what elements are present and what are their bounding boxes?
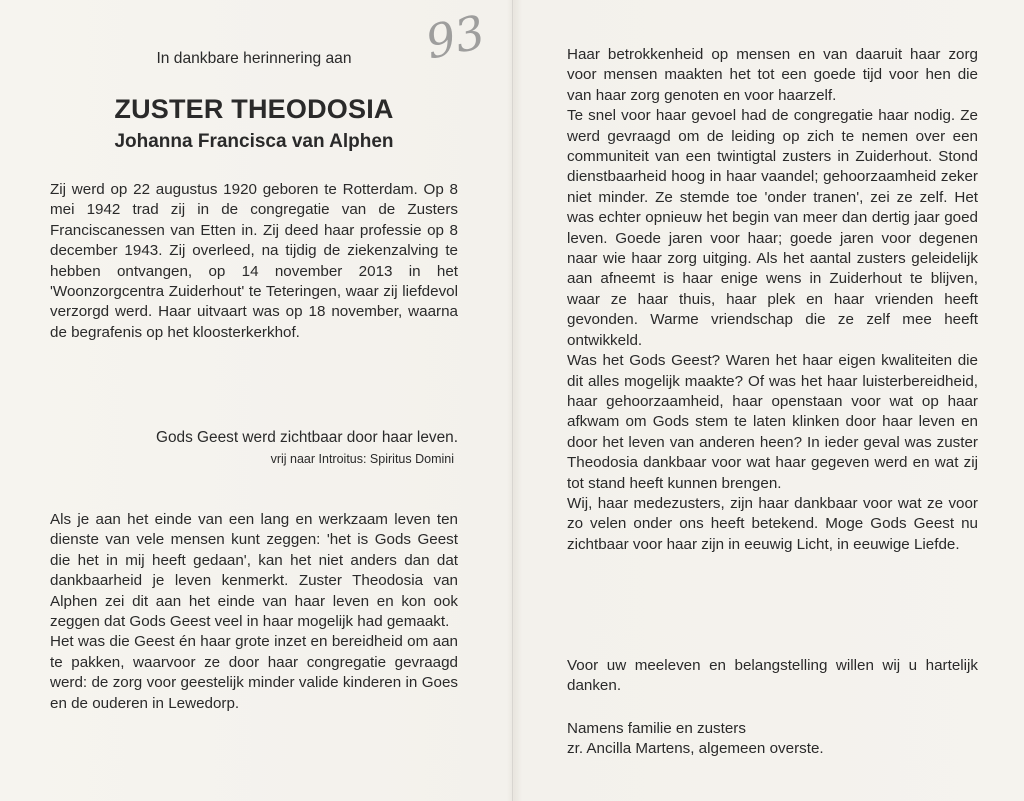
right-body	[567, 45, 978, 555]
paragraph: Was het Gods Geest? Waren het haar eigen kwaliteiten die dit alles mogelijk maakte? Of was het haar luisterbereidheid, haar gehoorzaamheid, haar openstaan voor wat op haar afkwam om Gods stem te laten klinken door haar leven en door het leven van anderen heen? In ieder geval was zuster Theodosia dankbaar voor wat haar gegeven werd en wat zij tot stand heeft kunnen brengen.	[567, 352, 978, 492]
paragraph: Als je aan het einde van een lang en werkzaam leven ten dienste van vele mensen kunt zeggen: 'het is Gods Geest die het in mij heeft gedaan', kan het niet anders dan dat dankbaarheid je leven kenmerkt. Zuster Theodosia van Alphen zei dit aan het einde van haar leven en kon ook zeggen dat Gods Geest veel in haar mogelijk had gemaakt.	[50, 511, 458, 631]
paragraph: Te snel voor haar gevoel had de congregatie haar nodig. Ze werd gevraagd om de leiding op zich te nemen over een communiteit van een twintigtal zusters in Zuiderhout. Stond dienstbaarheid hoog in haar vaandel; gehoorzaamheid zeker niet minder. Ze stemde toe 'onder tranen', zei ze zelf. Het was echter opnieuw het begin van meer dan dertig jaar goed leven. Goede jaren voor haar; goede jaren voor degenen naar wie haar zorg uitging. Als het aantal zusters geleidelijk aan afneemt is haar enige wens in Zuiderhout te blijven, waar ze haar thuis, haar plek en haar vrienden heeft gevonden. Warme vriendschap die ze zelf mee heeft ontwikkeld.	[567, 107, 978, 349]
quote-text: Gods Geest werd zichtbaar door haar leven.	[156, 429, 458, 446]
paragraph: Het was die Geest én haar grote inzet en bereidheid om aan te pakken, waarvoor ze door haar congregatie gevraagd werd: de zorg voor geestelijk minder valide kinderen in Goes en de ouderen in Lewedorp.	[50, 633, 458, 712]
card-fold	[512, 0, 513, 801]
left-body	[50, 510, 458, 714]
intro-line: In dankbare herinnering aan	[156, 50, 352, 67]
quote-source: vrij naar Introitus: Spiritus Domini	[270, 452, 454, 466]
deceased-name: ZUSTER THEODOSIA	[114, 94, 394, 124]
biography	[50, 180, 458, 343]
closing-text: Voor uw meeleven en belangstelling willen wij u hartelijk danken.	[567, 657, 978, 695]
paragraph: Haar betrokkenheid op mensen en van daaruit haar zorg voor mensen maakten het tot een goede tijd voor hen die van haar zorg genoten en voor haarzelf.	[567, 46, 978, 104]
closing-thanks	[567, 656, 978, 697]
deceased-full-name: Johanna Francisca van Alphen	[114, 131, 394, 152]
handwritten-number: 93	[421, 4, 490, 70]
biography-text: Zij werd op 22 augustus 1920 geboren te Rotterdam. Op 8 mei 1942 trad zij in de congregatie van de Zusters Franciscanessen van Etten in. Zij deed haar professie op 8 december 1943. Zij overleed, na tijdig de ziekenzalving te hebben ontvangen, op 14 november 2013 in het 'Woonzorgcentra Zuiderhout' te Teteringen, waar zij liefdevol verzorgd werd. Haar uitvaart was op 18 november, waarna de begrafenis op het kloosterkerkhof.	[50, 181, 458, 341]
paragraph: Wij, haar medezusters, zijn haar dankbaar voor wat ze voor zo velen onder ons heeft betekend. Moge Gods Geest nu zichtbaar voor haar zijn in eeuwig Licht, in eeuwige Liefde.	[567, 494, 978, 553]
signature-block	[567, 719, 978, 760]
signature-line-2: zr. Ancilla Martens, algemeen overste.	[567, 740, 824, 758]
signature-line-1: Namens familie en zusters	[567, 720, 746, 737]
